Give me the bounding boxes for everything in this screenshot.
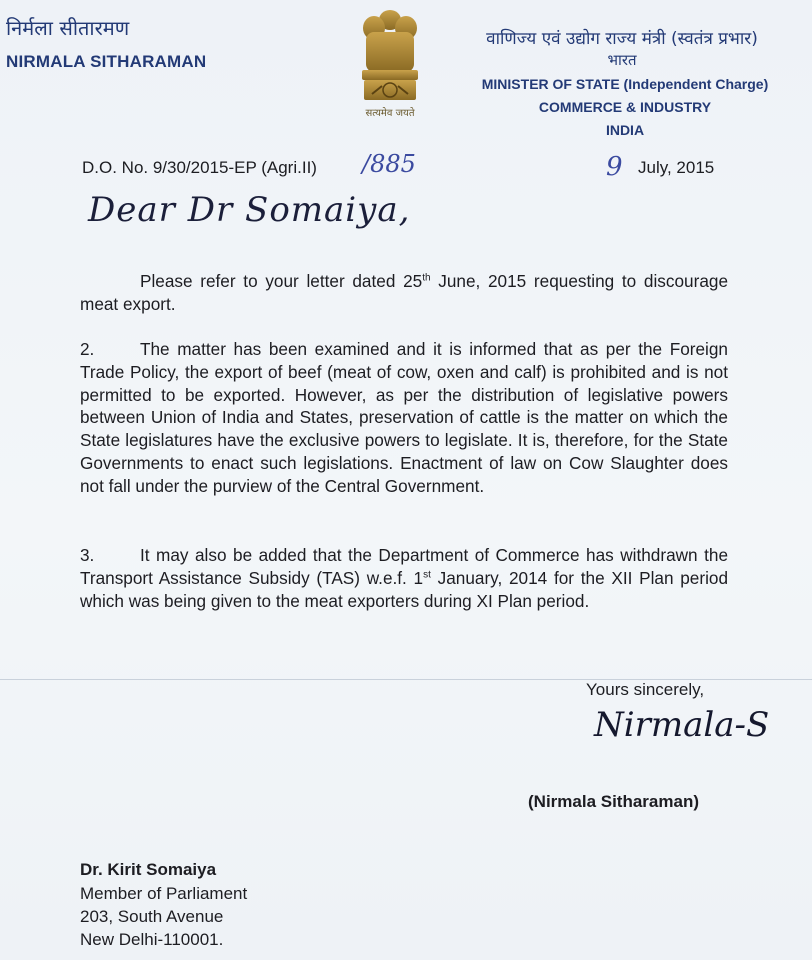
emblem-motto: सत्यमेव जयते xyxy=(365,108,415,119)
ashoka-emblem-icon xyxy=(352,2,428,122)
handwritten-salutation: Dear Dr Somaiya, xyxy=(88,190,411,230)
handwritten-signature: Nirmala-S xyxy=(594,705,770,745)
letterhead-title-line2: COMMERCE & INDUSTRY xyxy=(538,99,712,115)
handwritten-date-day: 9 xyxy=(606,152,623,182)
letterhead-name-hindi: निर्मला सीतारमण xyxy=(6,16,130,40)
letter-date: July, 2015 xyxy=(638,158,715,177)
letterhead-name-english: NIRMALA SITHARAMAN xyxy=(6,52,207,71)
do-reference-number: D.O. No. 9/30/2015-EP (Agri.II) xyxy=(82,158,317,177)
addressee-city: New Delhi-110001. xyxy=(80,930,224,949)
paragraph-3-number: 3. xyxy=(80,545,95,565)
addressee-name: Dr. Kirit Somaiya xyxy=(80,860,217,879)
addressee-designation: Member of Parliament xyxy=(80,884,248,903)
handwritten-reference-number: /885 xyxy=(362,150,416,178)
letterhead-country-hindi: भारत xyxy=(607,51,637,69)
letterhead-title-hindi: वाणिज्य एवं उद्योग राज्य मंत्री (स्वतंत्र प्रभार) xyxy=(486,29,758,49)
paragraph-3: 3. It may also be added that the Department of Commerce has withdrawn the Transport Assistance Subsidy (TAS) w.e.f. 1st January, 2014 for the XII Plan period which was being given to the meat exporters during XI Plan period. xyxy=(80,545,729,611)
addressee-street: 203, South Avenue xyxy=(80,907,224,926)
letterhead-title-line3: INDIA xyxy=(605,122,645,138)
signatory-name: (Nirmala Sitharaman) xyxy=(528,792,699,811)
paragraph-2-number: 2. xyxy=(80,339,95,359)
valediction: Yours sincerely, xyxy=(586,680,705,699)
paragraph-1: Please refer to your letter dated 25th June, 2015 requesting to discourage meat export. xyxy=(80,271,729,314)
paragraph-2: 2. The matter has been examined and it is informed that as per the Foreign Trade Policy, the export of beef (meat of cow, oxen and calf) is prohibited and is not permitted to be exported. However, as per the distribution of legislative powers between Union of India and States, preservation of cattle is the matter on which the State legislatures have the exclusive powers to legislate. It is, therefore, for the State Governments to enact such legislations. Enactment of law on Cow Slaughter does not fall under the purview of the Central Government. xyxy=(80,339,728,496)
letterhead-title-line1: MINISTER OF STATE (Independent Charge) xyxy=(481,76,769,92)
